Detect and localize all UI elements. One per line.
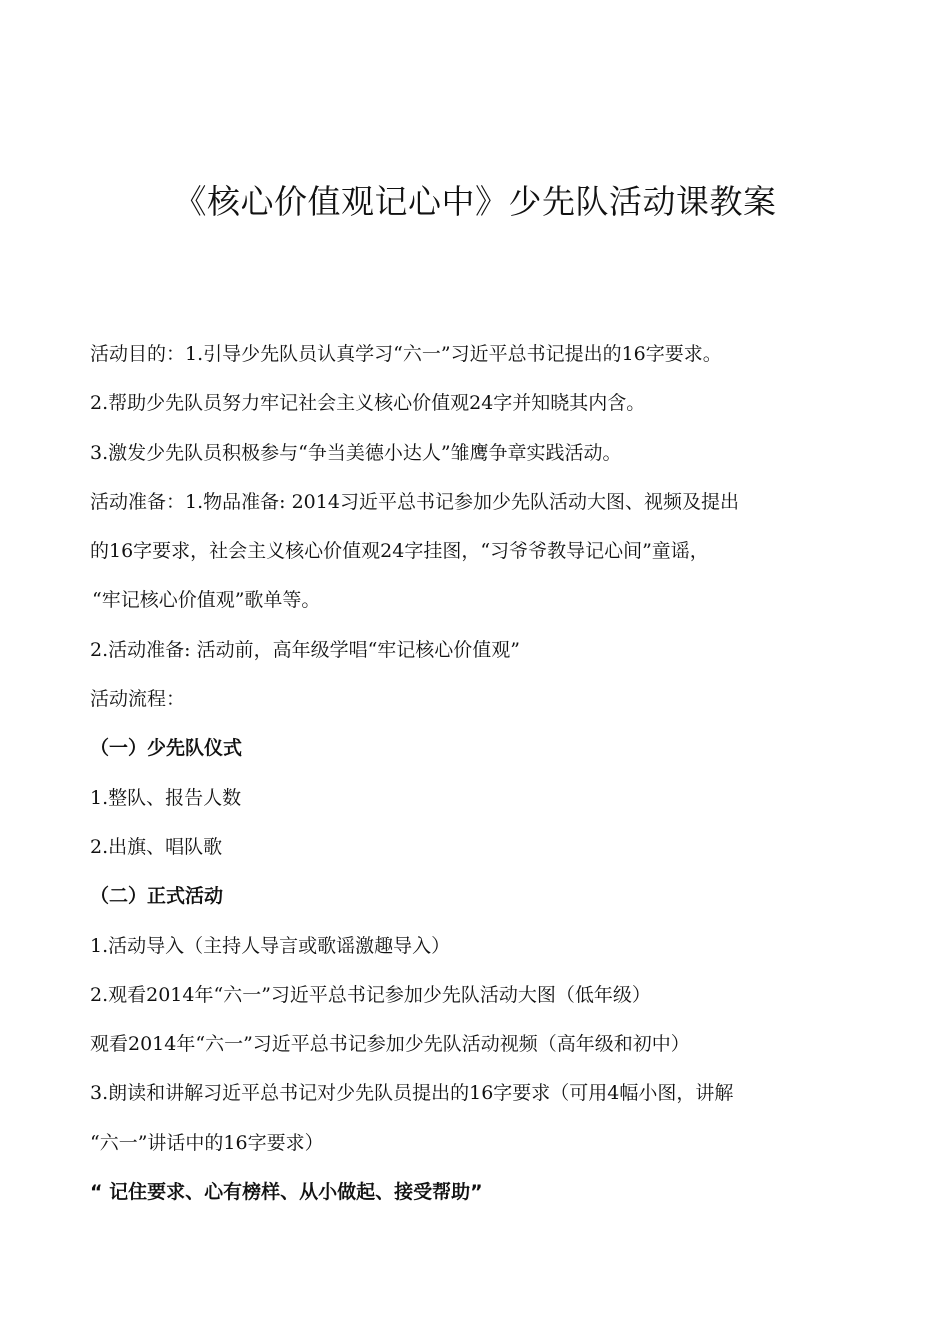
line-text: 1.物品准备: 2014习近平总书记参加少先队活动大图、视频及提出: [185, 490, 739, 513]
line-text: “六一”讲话中的16字要求）: [90, 1131, 324, 1154]
paragraph-line: [90, 823, 870, 872]
paragraph-line: [90, 478, 870, 527]
section-label: 活动目的：: [90, 343, 186, 365]
section-label: 活动流程：: [90, 688, 186, 711]
line-text: 1.活动导入（主持人导言或歌谣激趣导入）: [90, 934, 451, 957]
section-label: 活动准备：: [90, 490, 186, 513]
section-heading: [90, 872, 870, 921]
line-text: 2.活动准备: 活动前，高年级学唱“牢记核心价值观”: [90, 638, 520, 661]
paragraph-line: [90, 1119, 870, 1168]
paragraph-line: [90, 626, 870, 675]
paragraph-line: [90, 675, 870, 724]
section-heading: [90, 724, 870, 773]
line-text: 3.朗读和讲解习近平总书记对少先队员提出的16字要求（可用4幅小图，讲解: [90, 1082, 734, 1105]
document-body: [90, 330, 870, 1217]
emphasis-text: “ 记住要求、心有榜样、从小做起、接受帮助”: [90, 1181, 483, 1204]
line-text: “牢记核心价值观”歌单等。: [92, 589, 321, 612]
line-text: 的16字要求，社会主义核心价值观24字挂图，“习爷爷教导记心间”童谣，: [90, 540, 709, 563]
line-text: 2.出旗、唱队歌: [90, 835, 223, 858]
line-text: 2.观看2014年“六一”习近平总书记参加少先队活动大图（低年级）: [90, 983, 651, 1006]
line-text: 观看2014年“六一”习近平总书记参加少先队活动视频（高年级和初中）: [90, 1033, 690, 1056]
paragraph-line: [90, 527, 870, 576]
heading-text: （二）正式活动: [90, 885, 224, 908]
heading-text: （一）少先队仪式: [90, 737, 243, 760]
line-text: 1.引导少先队员认真学习“六一”习近平总书记提出的16字要求。: [185, 343, 722, 365]
paragraph-line: [90, 330, 870, 379]
paragraph-line: [90, 429, 870, 478]
paragraph-line: [90, 1069, 870, 1118]
emphasis-line: [90, 1168, 870, 1217]
line-text: 2.帮助少先队员努力牢记社会主义核心价值观24字并知晓其内含。: [90, 392, 646, 415]
paragraph-line: [90, 576, 870, 625]
line-text: 1.整队、报告人数: [90, 786, 242, 809]
paragraph-line: [90, 922, 870, 971]
document-title: 《核心价值观记心中》少先队活动课教案: [173, 182, 777, 221]
paragraph-line: [90, 379, 870, 428]
paragraph-line: [90, 971, 870, 1020]
paragraph-line: [90, 774, 870, 823]
line-text: 3.激发少先队员积极参与“争当美德小达人”雏鹰争章实践活动。: [90, 441, 622, 464]
paragraph-line: [90, 1020, 870, 1069]
